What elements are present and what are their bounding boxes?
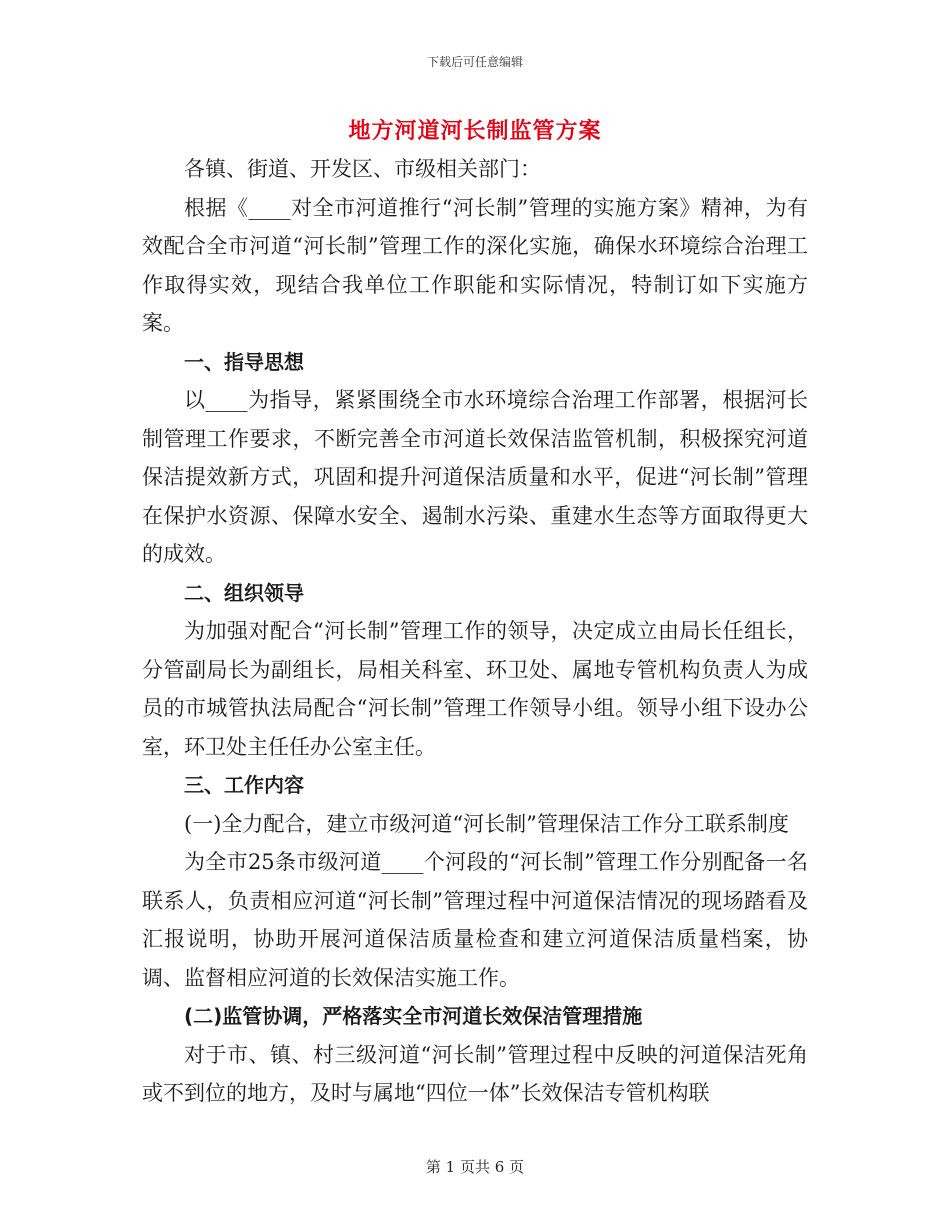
section-1-heading: 一、指导思想 <box>184 349 304 374</box>
section-1-body: 以____为指导，紧紧围绕全市水环境综合治理工作部署，根据河长制管理工作要求，不断完善全市河道长效保洁监管机制，积极探究河道保洁提效新方式，巩固和提升河道保洁质量和水平，促进“河长制”管理在保护水资源、保障水安全、遏制水污染、重建水生态等方面取得更大的成效。 <box>142 388 808 566</box>
header-note: 下载后可任意编辑 <box>426 55 523 69</box>
intro-paragraph: 根据《____对全市河道推行“河长制”管理的实施方案》精神，为有效配合全市河道“河长制”管理工作的深化实施，确保水环境综合治理工作取得实效，现结合我单位工作职能和实际情况，特制订如下实施方案。 <box>142 195 808 335</box>
salutation: 各镇、街道、开发区、市级相关部门： <box>184 157 541 181</box>
subsection-1-heading: (一)全力配合，建立市级河道“河长制”管理保洁工作分工联系制度 <box>184 811 789 836</box>
section-2-body: 为加强对配合“河长制”管理工作的领导，决定成立由局长任组长，分管副局长为副组长，局相关科室、环卫处、属地专管机构负责人为成员的市城管执法局配合“河长制”管理工作领导小组。领导小组下设办公室，环卫处主任任办公室主任。 <box>142 619 808 759</box>
subsection-2-heading: (二)监管协调，严格落实全市河道长效保洁管理措施 <box>184 1004 643 1028</box>
page-number-footer: 第 1 页共 6 页 <box>425 1158 525 1176</box>
section-3-heading: 三、工作内容 <box>184 773 304 797</box>
subsection-1-body: 为全市25条市级河道____个河段的“河长制”管理工作分别配备一名联系人，负责相应河道“河长制”管理过程中河道保洁情况的现场踏看及汇报说明，协助开展河道保洁质量检查和建立河道保洁质量档案，协调、监督相应河道的长效保洁实施工作。 <box>142 850 808 990</box>
document-title: 地方河道河长制监管方案 <box>348 118 602 144</box>
subsection-2-body: 对于市、镇、村三级河道“河长制”管理过程中反映的河道保洁死角或不到位的地方，及时与属地“四位一体”长效保洁专管机构联 <box>142 1042 808 1105</box>
section-2-heading: 二、组织领导 <box>184 580 304 605</box>
document-body <box>142 150 808 1113</box>
